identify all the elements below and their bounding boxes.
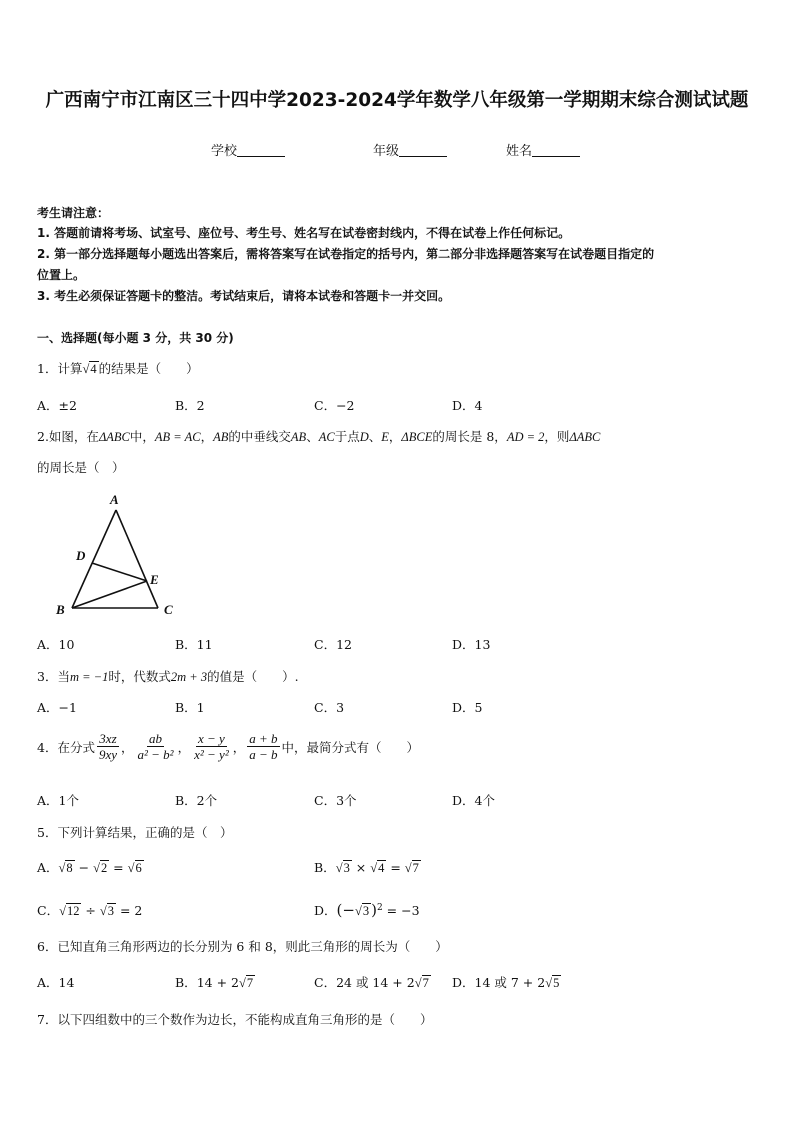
grade-label: 年级 — [373, 144, 400, 159]
name-blank[interactable] — [532, 144, 580, 157]
q1-suffix: 的结果是（ ） — [98, 361, 199, 376]
note-1: 1. 答题前请将考场、试室号、座位号、考生号、姓名写在试卷密封线内，不得在试卷上作任何标记。 — [37, 226, 571, 240]
q6-option-d[interactable]: D．14 或 7 + 2√5 — [452, 975, 560, 990]
q4-option-a[interactable]: A．1个 — [37, 793, 79, 808]
school-blank[interactable] — [237, 144, 285, 157]
label-d: D — [76, 548, 86, 563]
q4-option-b[interactable]: B．2个 — [175, 793, 218, 808]
question-3: 3．当m = −1时，代数式2m + 3的值是（ ）. — [37, 669, 299, 684]
q3-option-c[interactable]: C．3 — [314, 700, 345, 715]
q3-option-a[interactable]: A．−1 — [37, 700, 77, 715]
q1-option-d[interactable]: D．4 — [452, 398, 483, 413]
q5-option-d[interactable]: D．(−√3 )$^2$ = −3 — [314, 901, 420, 919]
q5-option-a[interactable]: A．√8 − √2 = √6 — [37, 860, 142, 875]
question-7: 7．以下四组数中的三个数作为边长，不能构成直角三角形的是（ ） — [37, 1012, 433, 1027]
q6-option-b[interactable]: B．14 + 2√7 — [175, 975, 254, 990]
q4-fraction-2: $\frac{ab}{\text{a² − b²}}$ — [137, 731, 174, 762]
question-2-line1: 2.如图，在ΔABC中，AB = AC，AB的中垂线交AB、AC于点D、E，ΔBCE的周长是 8，AD = 2，则ΔABC — [37, 429, 601, 444]
note-2a: 2. 第一部分选择题每小题选出答案后，需将答案写在试卷指定的括号内，第二部分非选择题答案写在试卷题目指定的 — [37, 247, 655, 261]
grade-field — [373, 140, 447, 159]
segment-de — [92, 563, 147, 581]
q5-option-c[interactable]: C．√12 ÷ √3 = 2 — [37, 903, 143, 918]
label-a: A — [110, 492, 119, 507]
q4-fraction-4: $\frac{a + b}{a - b}$ — [249, 731, 278, 762]
q5-option-b[interactable]: B．√3 × √4 = √7 — [314, 860, 419, 875]
label-c: C — [164, 602, 173, 617]
question-1 — [37, 359, 199, 377]
label-e: E — [150, 572, 159, 587]
q6-option-c[interactable]: C．24 或 14 + 2√7 — [314, 975, 429, 990]
q2-option-b[interactable]: B．11 — [175, 637, 213, 652]
q1-option-c[interactable]: C．−2 — [314, 398, 355, 413]
q1-prefix: 1．计算 — [37, 361, 83, 376]
q6-option-a[interactable]: A．14 — [37, 975, 75, 990]
grade-blank[interactable] — [399, 144, 447, 157]
q1-option-a[interactable]: A．±2 — [37, 398, 77, 413]
label-b: B — [56, 602, 65, 617]
school-label: 学校 — [211, 144, 238, 159]
school-field — [211, 140, 285, 159]
q4-fraction-1: $\frac{3xz}{9xy}$ — [98, 731, 117, 762]
question-2-line2: 的周长是（ ） — [37, 460, 125, 475]
notes-header: 考生请注意： — [37, 206, 110, 220]
q1-sqrt: √4 — [82, 362, 97, 376]
segment-ac — [116, 510, 158, 608]
name-field — [506, 140, 580, 159]
q3-option-d[interactable]: D．5 — [452, 700, 483, 715]
q4-option-c[interactable]: C．3个 — [314, 793, 357, 808]
question-6: 6．已知直角三角形两边的长分别为 6 和 8，则此三角形的周长为（ ） — [37, 939, 448, 954]
q1-option-b[interactable]: B．2 — [175, 398, 205, 413]
q2-option-a[interactable]: A．10 — [37, 637, 75, 652]
section-heading: 一、选择题(每小题 3 分，共 30 分) — [37, 331, 234, 345]
q2-option-d[interactable]: D．13 — [452, 637, 491, 652]
question-5: 5．下列计算结果，正确的是（ ） — [37, 825, 233, 840]
q2-triangle-figure — [48, 488, 188, 618]
exam-title: 广西南宁市江南区三十四中学2023-2024学年数学八年级第一学期期末综合测试试题 — [45, 90, 749, 111]
q2-option-c[interactable]: C．12 — [314, 637, 352, 652]
q3-option-b[interactable]: B．1 — [175, 700, 205, 715]
note-2b: 位置上。 — [37, 268, 86, 282]
segment-be — [72, 581, 147, 608]
question-4: 4．在分式 $\frac{3xz}{9xy}$ ， $\frac{ab}{\text{a² − b²}}$ ， $\frac{x - y}{\text{x² − y²}}$ ， $\frac{a + b}{a - b}$ 中，最简分式有（ ） — [37, 731, 420, 762]
note-3: 3. 考生必须保证答题卡的整洁。考试结束后，请将本试卷和答题卡一并交回。 — [37, 289, 451, 303]
q4-fraction-3: $\frac{x - y}{\text{x² − y²}}$ — [194, 731, 229, 762]
q4-option-d[interactable]: D．4个 — [452, 793, 495, 808]
name-label: 姓名 — [506, 144, 533, 159]
